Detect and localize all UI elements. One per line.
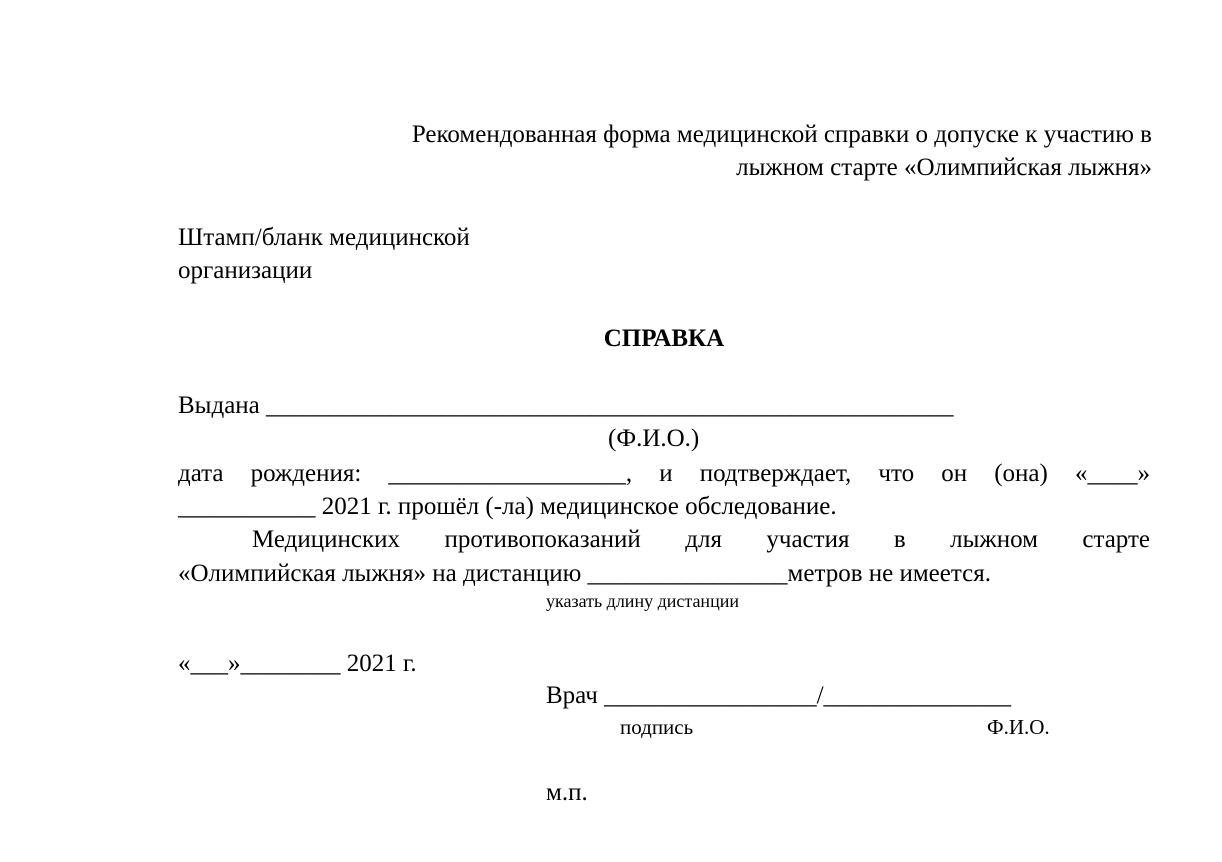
fio-caption: (Ф.И.О.) [608, 425, 700, 452]
birth-word: подтверждает, [699, 460, 852, 487]
signature-caption: подпись [620, 715, 694, 739]
issued-blank: _______________________________________________________ [266, 392, 954, 419]
form-header-line-2: лыжном старте «Олимпийская лыжня» [736, 154, 1152, 181]
issued-label: Выдана [178, 392, 260, 419]
doctor-line: Врач _________________/_______________ [546, 682, 1012, 709]
contra-line [252, 523, 1150, 556]
issued-line [178, 389, 954, 422]
birth-word: рождения: [250, 460, 362, 487]
contra-word: лыжном [950, 526, 1038, 553]
birth-word: и [659, 460, 673, 487]
contra-word: в [893, 526, 906, 553]
contra-word: противопоказаний [444, 526, 641, 553]
contra-word: для [685, 526, 722, 553]
date-line: «___»________ 2021 г. [178, 650, 417, 677]
document-title: СПРАВКА [603, 325, 725, 352]
stamp-line-1: Штамп/бланк медицинской [178, 224, 470, 251]
form-header-line-1: Рекомендованная форма медицинской справки о допуске к участию в [411, 121, 1152, 148]
distance-line: «Олимпийская лыжня» на дистанцию ________________метров не имеется. [178, 560, 991, 587]
birth-word: он [941, 460, 968, 487]
doctor-fio-caption: Ф.И.О. [987, 715, 1050, 739]
birth-word: «____» [1074, 460, 1150, 487]
contra-word: участия [766, 526, 850, 553]
contra-word: старте [1082, 526, 1150, 553]
distance-caption: указать длину дистанции [546, 591, 739, 611]
birth-word: что [878, 460, 915, 487]
birth-line [178, 457, 1150, 490]
stamp-line-2: организации [178, 257, 313, 284]
form-header [180, 118, 1152, 184]
seal-mark: м.п. [546, 779, 588, 806]
birth-word: (она) [994, 460, 1048, 487]
contra-word: Медицинских [252, 526, 401, 553]
stamp-block [178, 221, 470, 287]
birth-word: ___________________, [388, 460, 633, 487]
birth-word: дата [178, 460, 224, 487]
exam-line: ___________ 2021 г. прошёл (-ла) медицинское обследование. [178, 493, 837, 520]
